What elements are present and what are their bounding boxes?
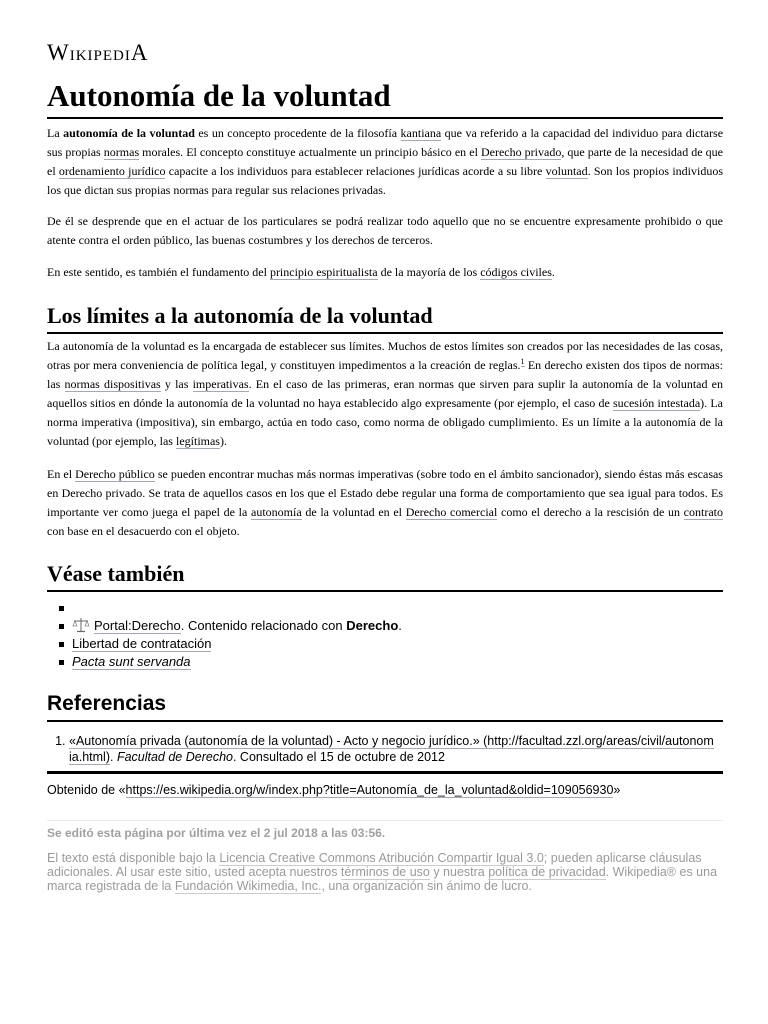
- link-libertad-contratacion[interactable]: Libertad de contratación: [72, 636, 212, 651]
- page-title: Autonomía de la voluntad: [47, 76, 723, 119]
- link-contrato[interactable]: contrato: [683, 505, 723, 519]
- link-sucesion-intestada[interactable]: sucesión intestada: [612, 396, 701, 410]
- section-heading-vease: Véase también: [47, 560, 723, 592]
- list-item: [72, 599, 722, 617]
- list-item: Portal:Derecho. Contenido relacionado con Derecho.: [72, 617, 722, 635]
- license-notice: El texto está disponible bajo la Licencia Creative Commons Atribución Compartir Igual 3.0; pueden aplicarse cláusulas adicionales. Al usar este sitio, usted acepta nuestros términos de uso y nuestra política de privacidad. Wikipedia® es una marca registrada de la Fundación Wikimedia, Inc., una organización sin ánimo de lucro.: [47, 851, 718, 893]
- link-principio-espiritualista[interactable]: principio espiritualista: [269, 265, 378, 279]
- limites-paragraph-2: En el Derecho público se pueden encontrar muchas más normas imperativas (sobre todo en el ámbito sancionador), siendo éstas más escasas en Derecho privado. Se trata de aquellos casos en los que el Estado debe regular una forma de comportamiento que sea igual para todos. Es importante ver como juega el papel de la autonomía de la voluntad en el Derecho comercial como el derecho a la rescisión de un contrato con base en el desacuerdo con el objeto.: [47, 467, 723, 538]
- link-privacy-policy[interactable]: política de privacidad: [488, 865, 606, 879]
- divider: [47, 771, 723, 774]
- see-also-list: [47, 599, 722, 671]
- footer-divider: [47, 820, 723, 821]
- link-normas-dispositivas[interactable]: normas dispositivas: [64, 377, 161, 391]
- link-kantiana[interactable]: kantiana: [400, 126, 442, 140]
- list-item: [72, 635, 722, 653]
- intro-paragraph-1: La autonomía de la voluntad es un concepto procedente de la filosofía kantiana que va referido a la capacidad del individuo para dictarse sus propias normas morales. El concepto constituye actualmente un principio básico en el Derecho privado, que parte de la necesidad de que el ordenamiento jurídico capacite a los individuos para establecer relaciones jurídicas acorde a su libre voluntad. Son los propios individuos los que dictan sus propias normas para regular sus relaciones privadas.: [47, 126, 724, 197]
- scales-of-justice-icon: [72, 617, 90, 633]
- logo-letter-w: W: [47, 40, 70, 65]
- link-normas[interactable]: normas: [103, 145, 140, 159]
- link-wikimedia-foundation[interactable]: Fundación Wikimedia, Inc.: [174, 879, 322, 893]
- obtained-from: Obtenido de «https://es.wikipedia.org/w/index.php?title=Autonomía_de_la_voluntad&oldid=109056930»: [47, 783, 621, 797]
- reference-1-link[interactable]: 1: [520, 357, 525, 366]
- list-item: [72, 653, 722, 671]
- section-heading-limites: Los límites a la autonomía de la voluntad: [47, 302, 723, 334]
- link-ordenamiento-juridico[interactable]: ordenamiento jurídico: [58, 164, 166, 178]
- reference-item: 1. «Autonomía privada (autonomía de la voluntad) - Acto y negocio jurídico.» (http://facultad.zzl.org/areas/civil/autonom ia.html). Facultad de Derecho. Consultado el 15 de octubre de 2012: [69, 733, 729, 765]
- wikipedia-logo[interactable]: [47, 40, 149, 66]
- link-derecho-publico[interactable]: Derecho público: [75, 467, 155, 481]
- link-legitimas[interactable]: legítimas: [175, 434, 220, 448]
- link-pacta-sunt-servanda[interactable]: Pacta sunt servanda: [72, 654, 191, 669]
- last-edited-notice: Se editó esta página por última vez el 2 jul 2018 a las 03:56.: [47, 826, 386, 840]
- link-derecho-comercial[interactable]: Derecho comercial: [405, 505, 498, 519]
- link-permanent-url[interactable]: https://es.wikipedia.org/w/index.php?title=Autonomía_de_la_voluntad&oldid=109056930: [125, 783, 614, 797]
- limites-paragraph-1: La autonomía de la voluntad es la encargada de establecer sus límites. Muchos de estos límites son creados por las necesidades de las cosas, otras por mera conveniencia de política legal, y constituyen impedimentos a la creación de reglas.$^1$ En derecho existen dos tipos de normas: las normas dispositivas y las imperativas. En el caso de las primeras, eran normas que sirven para suplir la autonomía de la voluntad en aquellos sitios en dónde la autonomía de la voluntad no haya establecido algo expresamente (por ejemplo, el caso de sucesión intestada). La norma imperativa (impositiva), sin embargo, actúa en todo caso, como norma de obligado cumplimiento. Es un límite a la autonomía de la voluntad (por ejemplo, las legítimas).: [47, 339, 724, 448]
- intro-paragraph-3: En este sentido, es también el fundamento del principio espiritualista de la mayoría de los códigos civiles.: [47, 265, 555, 279]
- link-voluntad[interactable]: voluntad: [545, 164, 588, 178]
- references-list: [47, 733, 729, 765]
- logo-middle: ikipedi: [69, 41, 131, 65]
- link-derecho-privado[interactable]: Derecho privado: [480, 145, 562, 159]
- link-autonomia[interactable]: autonomía: [251, 505, 302, 519]
- link-codigos-civiles[interactable]: códigos civiles: [480, 265, 552, 279]
- link-license-cc[interactable]: Licencia Creative Commons Atribución Compartir Igual 3.0: [219, 851, 544, 865]
- section-heading-referencias: Referencias: [47, 690, 723, 722]
- link-portal-derecho[interactable]: Portal:Derecho: [94, 618, 181, 633]
- logo-letter-a: A: [130, 40, 149, 65]
- link-terms-of-use[interactable]: términos de uso: [340, 865, 430, 879]
- reference-1-external-link[interactable]: «Autonomía privada (autonomía de la voluntad) - Acto y negocio jurídico.» (http://facultad.zzl.org/areas/civil/autonom ia.html): [69, 734, 714, 764]
- link-imperativas[interactable]: imperativas: [192, 377, 249, 391]
- intro-paragraph-2: De él se desprende que en el actuar de los particulares se podrá realizar todo aquello que no se encuentre expresamente prohibido o que atente contra el orden público, las buenas costumbres y los derechos de terceros.: [47, 214, 723, 247]
